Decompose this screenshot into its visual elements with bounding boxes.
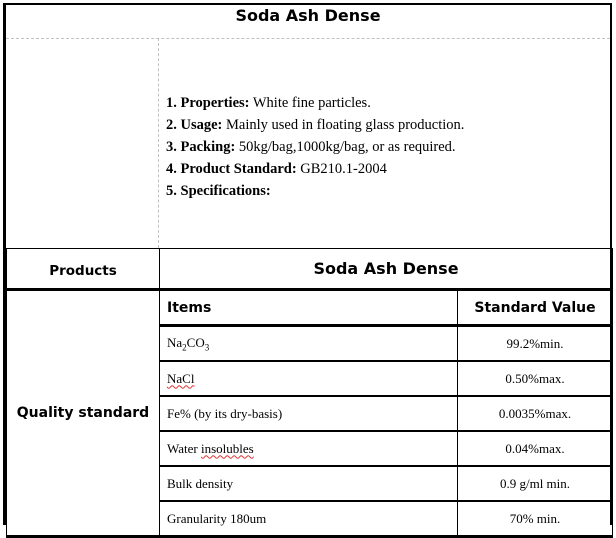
value-cell: 99.2%min.	[458, 326, 613, 362]
properties-list	[166, 92, 464, 202]
specifications-table	[6, 248, 613, 538]
property-specifications: 5. Specifications:	[166, 183, 271, 199]
property-standard: 4. Product Standard: GB210.1-2004	[166, 161, 387, 177]
products-label: Products	[7, 249, 160, 290]
product-name: Soda Ash Dense	[160, 249, 613, 290]
value-cell: 0.9 g/ml min.	[458, 466, 613, 501]
property-usage: 2. Usage: Mainly used in floating glass production.	[166, 117, 465, 133]
items-header: Items	[160, 290, 458, 326]
quality-standard-label: Quality standard	[7, 290, 160, 537]
item-cell: Water insolubles	[160, 431, 458, 466]
value-cell: 0.50%max.	[458, 361, 613, 396]
item-cell: Fe% (by its dry-basis)	[160, 396, 458, 431]
item-cell: Granularity 180um	[160, 501, 458, 537]
value-cell: 70% min.	[458, 501, 613, 537]
item-cell: Bulk density	[160, 466, 458, 501]
property-properties: 1. Properties: White fine particles.	[166, 95, 371, 111]
products-row	[7, 249, 613, 290]
item-cell: NaCl	[160, 361, 458, 396]
document-title: Soda Ash Dense	[235, 6, 381, 25]
dashed-divider	[6, 38, 610, 39]
value-cell: 0.04%max.	[458, 431, 613, 466]
property-packing: 3. Packing: 50kg/bag,1000kg/bag, or as required.	[166, 139, 456, 155]
dashed-divider-vertical	[158, 38, 159, 248]
item-cell: $Na_2CO_3$	[160, 326, 458, 362]
value-cell: 0.0035%max.	[458, 396, 613, 431]
standard-value-header: Standard Value	[458, 290, 613, 326]
header-row	[7, 290, 613, 326]
